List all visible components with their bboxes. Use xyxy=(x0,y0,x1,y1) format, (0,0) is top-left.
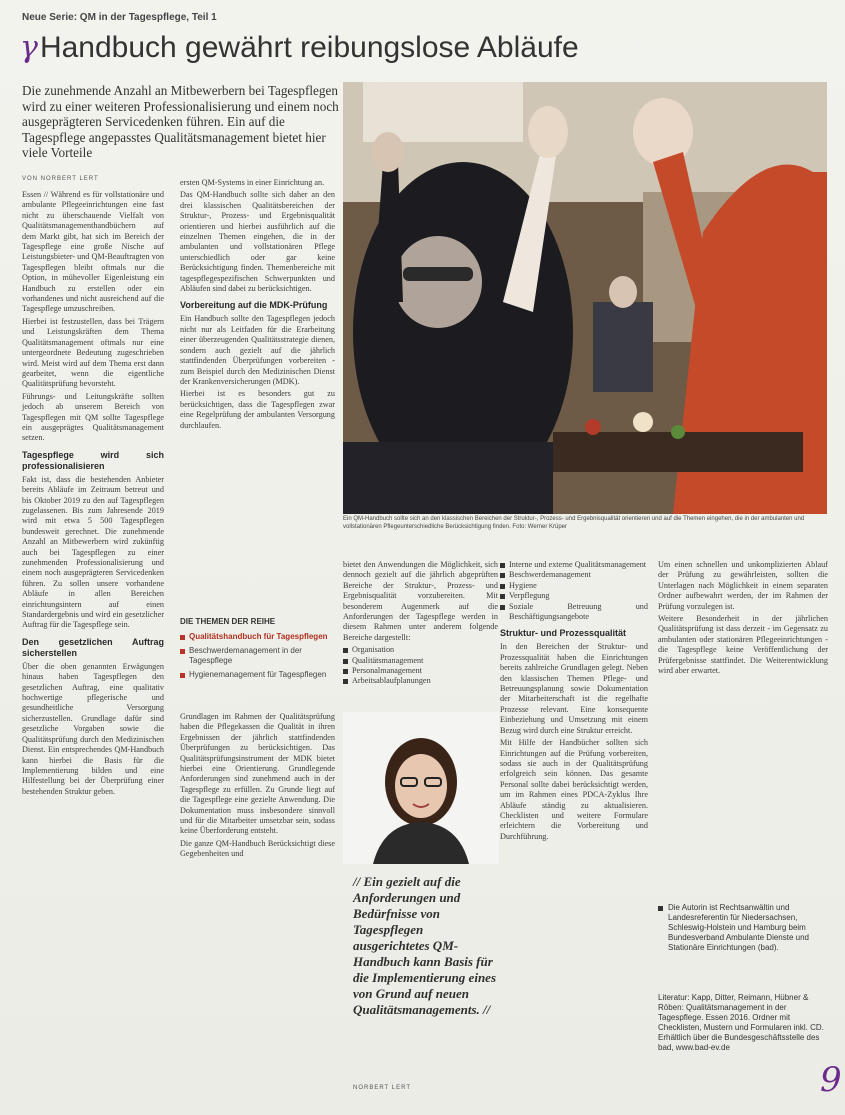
bullet-square-icon xyxy=(658,906,663,911)
series-item: Hygienemanagement für Tagespflegen xyxy=(180,670,334,681)
photo-seniors-exercise xyxy=(343,82,827,514)
bullet-square-icon xyxy=(500,584,505,589)
pull-quote: // Ein gezielt auf die Anforderungen und Bedürfnisse von Tagespflegen ausgerichtetes QM-Handbuch kann Basis für die Implementierung eines von Grund auf neuen Qualitätsmanagements. // xyxy=(353,874,496,1017)
column-4 xyxy=(500,560,648,844)
bullet-square-icon xyxy=(500,573,505,578)
literature-note: Literatur: Kapp, Ditter, Reimann, Hübner & Röben: Qualitätsmanagement in der Tagespflege. Essen 2016. Ordner mit Checklisten, Mustern und Formularen inkl. CD. Erhältlich über die Bundesgeschäftsstelle des bad, www.bad-ev.de xyxy=(658,993,824,1052)
author-line: VON NORBERT LERT xyxy=(22,176,99,182)
bullet-square-icon xyxy=(343,659,348,664)
bullet-square-icon xyxy=(180,649,185,654)
col3-paragraph: bietet den Anwendungen die Möglichkeit, sich dennoch gezielt auf die jährlich abgeprüften Bereiche der Struktur-, Prozess- und Ergebnisqualität vorzubereiten. Mit besonderem Augenmerk auf die Anforderungen der Tagespflege werden in diesem Rahmen unter anderem folgende Bereiche dargestellt: xyxy=(343,560,498,642)
handwritten-mark-icon: γ xyxy=(20,30,38,65)
col2-paragraph: Die ganze QM-Handbuch Berücksichtigt diese Gegebenheiten und xyxy=(180,838,335,859)
bullet-square-icon xyxy=(180,673,185,678)
bullet-square-icon xyxy=(500,563,505,568)
bullet-square-icon xyxy=(180,635,185,640)
bullet-item: Beschwerdemanagement xyxy=(500,570,648,580)
bullet-item: Interne und externe Qualitätsmanagement xyxy=(500,560,648,570)
bullet-square-icon xyxy=(500,594,505,599)
page-number: 9 xyxy=(820,1060,842,1100)
bullet-item: Soziale Betreuung und Beschäftigungsangebote xyxy=(500,602,648,623)
author-bio: Die Autorin ist Rechtsanwältin und Landesreferentin für Niedersachsen, Schleswig-Holstein und Hamburg beim Bundesverband Ambulante Dienste und Stationäre Einrichtungen (bad). xyxy=(658,903,828,953)
quote-author: NORBERT LERT xyxy=(353,1085,412,1091)
headline xyxy=(20,30,579,65)
bullet-item: Hygiene xyxy=(500,581,648,591)
bullet-item: Qualitätsmanagement xyxy=(343,656,498,666)
headline-text: Handbuch gewährt reibungslose Abläufe xyxy=(39,31,579,64)
col2-paragraph: Ein Handbuch sollte den Tagespflegen jedoch nicht nur als Leitfaden für die Erarbeitung einer überzeugenden Qualitätsstrategie dienen, sondern auch gezielt auf die jährlich stattfindenden Überprüfungen vorbereiten - zum Beispiel durch den Medizinischen Dienst der Krankenversicherungen (MDK). xyxy=(180,314,335,386)
column-5 xyxy=(658,560,828,678)
bullet-item: Organisation xyxy=(343,645,498,655)
intro-paragraph: Die zunehmende Anzahl an Mitbewerbern bei Tagespflegen wird zu einer weiteren Professionalisierung und einem noch ausgeprägteren Servicedenken führen. Ein auf die Tagespflege angepasstes Qualitätsmanagement bietet hier viele Vorteile xyxy=(22,83,339,161)
column-2-lower xyxy=(180,712,335,862)
series-item: Qualitätshandbuch für Tagespflegen xyxy=(180,632,334,643)
series-item: Beschwerdemanagement in der Tagespflege xyxy=(180,646,334,667)
col1-paragraph: Hierbei ist festzustellen, dass bei Trägern und Leistungskräften dem Thema Qualitätsmanagement oftmals nur eine untergeordnete Bedeutung zugeschrieben wird. Meist wird auf dem Thema erst dann gearbeitet, wenn die eigentliche Qualitätsprüfung bevorsteht. xyxy=(22,316,164,389)
series-kicker: Neue Serie: QM in der Tagespflege, Teil 1 xyxy=(22,12,217,23)
portrait-photo xyxy=(343,712,499,864)
column-2 xyxy=(180,178,335,433)
col2-paragraph: Hierbei ist es besonders gut zu berücksichtigen, dass die Tagespflegen zwar eine Regelprüfung der ambulanten Versorgung durchlaufen. xyxy=(180,389,335,430)
bullet-square-icon xyxy=(343,679,348,684)
bullet-item: Personalmanagement xyxy=(343,666,498,676)
subheading: Struktur- und Prozessqualität xyxy=(500,628,627,639)
bullet-square-icon xyxy=(500,605,505,610)
bullet-item: Verpflegung xyxy=(500,591,648,601)
col1-paragraph: Fakt ist, dass die bestehenden Anbieter bereits Abläufe im Zeitraum betreut und bis Oktober 2019 zu den auf Tagespflegen zugelassenen. Bis zum Jahresende 2019 wird mit etwa 5 500 Tagespflegen bundesweit gerechnet. Die zunehmende Anzahl an Mitbewerbern wird zukünftig auch bei Tagespflegen zu einer zunehmenden Professionalisierung und einem noch ausgeprägteren Servicedenken führen. Zu sollen unsere vorhandene Abläufe in allen Bereichen einrichtungsintern auf einen Standardergebnis und wird ein gesetzlicher Auftrag für die Tagespflege sein. xyxy=(22,474,164,630)
bullet-square-icon xyxy=(343,648,348,653)
subheading: Vorbereitung auf die MDK-Prüfung xyxy=(180,300,328,311)
bullet-item: Arbeitsablaufplanungen xyxy=(343,676,498,686)
series-box-list xyxy=(180,632,334,683)
photo-caption: Ein QM-Handbuch sollte sich an den klassischen Bereichen der Struktur-, Prozess- und Ergebnisqualität orientieren und auf die Themen eingehen, die in der ambulanten und vollstationären Pflegeunterschiedliche Berücksichtigung finden. Foto: Werner Krüper xyxy=(343,516,805,530)
subheading: Den gesetzlichen Auftrag sicherstellen xyxy=(22,636,164,658)
bullet-square-icon xyxy=(343,669,348,674)
column-1 xyxy=(22,190,164,799)
col5-paragraph: Um einen schnellen und unkomplizierten Ablauf der Prüfung zu gewährleisten, sollten die Unterlagen nach Möglichkeit in einem separaten Ordner aufbewahrt werden, der im Rahmen der Prüfung vorzulegen ist. xyxy=(658,560,828,611)
col4-paragraph: Mit Hilfe der Handbücher sollten sich Einrichtungen auf die Prüfung vorbereiten, sodass sie auch in der Qualitätsprüfung erfolgreich sein können. Das gesamte Personal sollte dabei berücksichtigt werden, um im Rahmen eines PDCA-Zyklus Ihre Abläufe ständig zu aktualisieren. Checklisten und weitere Formulare erleichtern die Vorbereitung und Durchführung. xyxy=(500,738,648,841)
col2-paragraph: Das QM-Handbuch sollte sich daher an den drei klassischen Qualitätsbereichen der Struktur-, Prozess- und Ergebnisqualität orientieren und hierbei ausführlich auf die einzelnen Themen eingehen, die in der ambulanten und vollstationären Pflege unterschiedlich oder gar keine Berücksichtigung finden. Themenbereiche mit tagespflegespezifischen Schwerpunkten und Abläufen sind dabei zu berücksichtigen. xyxy=(180,190,335,294)
col2-paragraph: ersten QM-Systems in einer Einrichtung an. xyxy=(180,178,325,187)
series-box-title: DIE THEMEN DER REIHE xyxy=(180,617,276,626)
col1-paragraph: Essen // Während es für vollstationäre und ambulante Pflegeeinrichtungen eine fast nicht zu überschauende Vielfalt von Qualitätsmanagementhandbüchern auf dem Markt gibt, hat sich im Bereich der Tagespflege eine große Nische auf Leistungsbieter- und QM-Beauftragten von Tagespflegen bleibt oftmals nur die Option, in mühevoller Eigenleistung ein Handbuch zu erstellen oder ein vorhandenes und nicht ausreichend auf die Tagespflege umzuschreiben. xyxy=(22,190,164,314)
col1-paragraph: Führungs- und Leitungskräfte sollten jedoch ab unserem Bereich von Tagespflegen mit QM sollte Tagespflege ein ausgeprägtes Qualitätsmanagement setzen. xyxy=(22,391,164,443)
col1-paragraph: Über die oben genannten Erwägungen hinaus haben Tagespflegen den gesetzlichen Auftrag, eine qualitativ hochwertige pflegerische und gesundheitliche Versorgung sicherzustellen. Grundlage dafür sind gesetzliche Vorgaben sowie die Qualitätsprüfung durch den Medizinischen Dienst. Ein entsprechendes QM-Handbuch kann hierbei die Basis für die Implementierung bilden und eine Hilfestellung bei der Überprüfung einer bestehenden Struktur geben. xyxy=(22,661,164,796)
column-3 xyxy=(343,560,498,687)
subheading: Tagespflege wird sich professionalisieren xyxy=(22,449,164,471)
col2-paragraph: Grundlagen im Rahmen der Qualitätsprüfung haben die Pflegekassen die Qualität in ihren Ergebnissen der jährlich stattfindenden Überprüfungen zu berücksichtigen. Das Qualitätsprüfungsinstrument der MDK bietet hierbei eine Orientierung. Grundlegende Anforderungen sind zunehmend auch in der Tagespflege zu erfüllen. Zu Grunde liegt auf die Tagespflege eine gezielte Anwendung. Die Dokumentation muss insbesondere sinnvoll und für die Mitarbeiter umsetzbar sein, sodass keine Überforderung entsteht. xyxy=(180,712,335,836)
article-photo xyxy=(343,82,827,514)
col5-paragraph: Weitere Besonderheit in der jährlichen Qualitätsprüfung ist dass derzeit - im Gegensatz zu ambulanten oder stationären Pflegeeinrichtungen - die Tagespflege keine Veröffentlichung der Prüfergebnisse stattfindet. Die Weiterentwicklung wird aber erwartet. xyxy=(658,614,828,676)
col4-paragraph: In den Bereichen der Struktur- und Prozessqualität haben die Einrichtungen bereits zahlreiche Grundlagen gelegt. Neben den klassischen Themen Pflege- und Betreuungsplanung sowie Dokumentation der Mitarbeiterschaft ist die regelhafte Prozesse relevant. Eine konsequente Einbeziehung und Umsetzung mit einem Bezug wird durch eine Struktur erreicht. xyxy=(500,642,648,735)
author-portrait xyxy=(343,712,499,864)
